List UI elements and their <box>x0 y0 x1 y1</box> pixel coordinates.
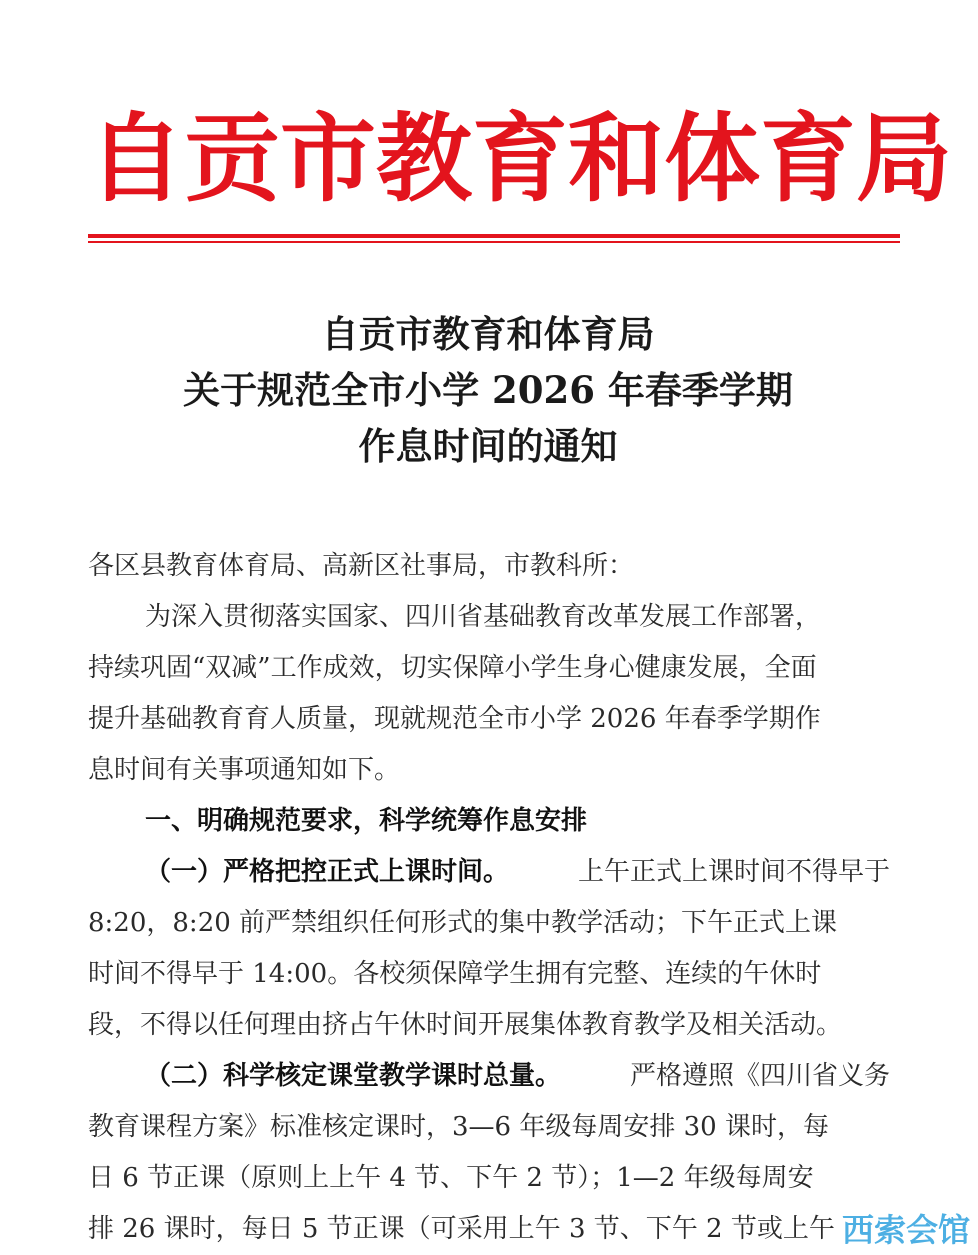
section-1-heading: 一、明确规范要求，科学统筹作息安排 <box>145 806 588 836</box>
masthead-char: 体 <box>664 103 760 215</box>
masthead-rule-thin <box>88 241 900 243</box>
item-1-line-2: 8:20，8:20 前严禁组织任何形式的集中教学活动；下午正式上课 <box>88 908 838 938</box>
masthead-org-name <box>88 103 952 215</box>
masthead-rule-thick <box>88 234 900 238</box>
masthead-char: 教 <box>376 103 472 215</box>
document-title <box>88 306 888 474</box>
item-1-heading: （一）严格把控正式上课时间。 <box>145 857 510 887</box>
document-body <box>88 541 890 1255</box>
item-2-line-3: 日 6 节正课（原则上上午 4 节、下午 2 节）；1—2 年级每周安 <box>88 1163 814 1193</box>
title-line-1: 自贡市教育和体育局 <box>321 312 655 356</box>
item-2-line-1-text: 严格遵照《四川省义务 <box>629 1061 890 1091</box>
item-1-line-3: 时间不得早于 14:00。各校须保障学生拥有完整、连续的午休时 <box>88 959 822 989</box>
watermark-logo: 西索会馆 <box>841 1211 970 1249</box>
item-2-heading: （二）科学核定课堂教学课时总量。 <box>145 1061 562 1091</box>
item-1-line-1 <box>88 847 890 898</box>
title-line-2: 关于规范全市小学 2026 年春季学期 <box>183 368 793 412</box>
title-line-3: 作息时间的通知 <box>358 424 618 468</box>
salutation: 各区县教育体育局、高新区社事局，市教科所： <box>88 551 635 581</box>
masthead-char: 和 <box>568 103 664 215</box>
item-2-line-4: 排 26 课时，每日 5 节正课（可采用上午 3 节、下午 2 节或上午 <box>88 1214 835 1244</box>
intro-line-2: 持续巩固“双减”工作成效，切实保障小学生身心健康发展，全面 <box>88 653 817 683</box>
intro-line-1: 为深入贯彻落实国家、四川省基础教育改革发展工作部署， <box>145 602 822 632</box>
intro-line-3: 提升基础教育育人质量，现就规范全市小学 2026 年春季学期作 <box>88 704 821 734</box>
item-1-line-4: 段，不得以任何理由挤占午休时间开展集体教育教学及相关活动。 <box>88 1010 843 1040</box>
masthead-char: 市 <box>280 103 376 215</box>
masthead-char: 局 <box>856 103 952 215</box>
item-2-line-1 <box>88 1051 890 1102</box>
intro-line-4: 息时间有关事项通知如下。 <box>88 755 401 785</box>
item-2-line-2: 教育课程方案》标准核定课时，3—6 年级每周安排 30 课时，每 <box>88 1112 829 1142</box>
masthead-char: 育 <box>472 103 568 215</box>
masthead-char: 育 <box>760 103 856 215</box>
masthead-char: 自 <box>88 103 184 215</box>
masthead-char: 贡 <box>184 103 280 215</box>
item-1-line-1-text: 上午正式上课时间不得早于 <box>577 857 890 887</box>
